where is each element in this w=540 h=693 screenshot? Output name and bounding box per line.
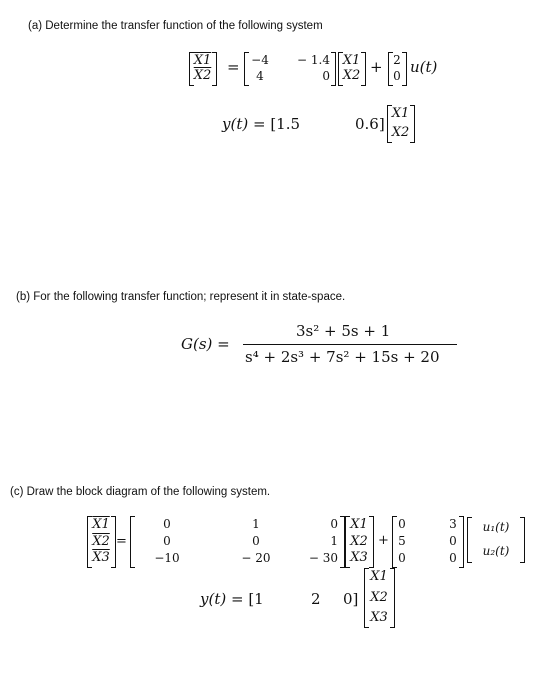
part-a-heading: (a) Determine the transfer function of the following system <box>28 20 323 32</box>
state-dot-x1: X1 <box>193 53 212 68</box>
output-equation-lhs-c <box>200 592 264 607</box>
output-equation-lhs: y(t) = [1.5 <box>222 115 301 133</box>
matrix-b: 2 0 <box>393 53 401 83</box>
state-derivative-vector-c: X1 X2 X3 <box>92 517 110 565</box>
transfer-function-lhs: G(s) = <box>181 335 230 353</box>
matrix-b-col1-c: 0 5 0 <box>398 517 406 565</box>
bracket-right <box>369 516 374 568</box>
output-eq-rest: = [1 <box>226 590 264 608</box>
equals-sign: = <box>227 58 240 76</box>
matrix-c-end: 0.6] <box>355 115 385 133</box>
bracket-right <box>402 52 407 86</box>
fraction-bar <box>243 344 457 345</box>
matrix-c-mid: 2 <box>311 590 321 608</box>
matrix-b-col2-c: 3 0 0 <box>449 517 457 565</box>
part-c-heading: (c) Draw the block diagram of the following system. <box>10 486 271 498</box>
transfer-function-denominator: s⁴ + 2s³ + 7s² + 15s + 20 <box>245 348 440 366</box>
bracket-right <box>410 105 415 143</box>
state-dot-x2: X2 <box>193 68 212 83</box>
state-vector-c: X1 X2 X3 <box>350 517 368 565</box>
state-derivative-vector <box>193 53 212 83</box>
output-y-c: y(t) <box>200 590 227 608</box>
transfer-function-numerator: 3s² + 5s + 1 <box>296 322 391 340</box>
matrix-a-col1: −4 4 <box>251 53 269 83</box>
bracket-right <box>520 517 525 563</box>
output-state-vector: X1 X2 <box>391 106 410 140</box>
bracket-right <box>331 52 336 86</box>
plus-sign: + <box>370 58 383 76</box>
input-u: u(t) <box>410 58 438 76</box>
state-vector: X1 X2 <box>342 53 361 83</box>
part-b-heading: (b) For the following transfer function; represent it in state-space. <box>16 291 346 303</box>
bracket-right <box>390 568 395 628</box>
input-vector: u₁(t) u₂(t) <box>482 520 510 558</box>
bracket-left <box>130 516 135 568</box>
bracket-left <box>244 52 249 86</box>
bracket-right <box>459 516 464 568</box>
matrix-a-col3-c: 0 1 − 30 <box>308 517 338 565</box>
equals-sign: = <box>116 534 127 549</box>
matrix-a-col1-c: 0 0 −10 <box>154 517 180 565</box>
matrix-a-col2-c: 1 0 − 20 <box>241 517 271 565</box>
matrix-a-col2: − 1.4 0 <box>297 53 330 83</box>
output-state-vector-c: X1 X2 X3 <box>370 569 388 625</box>
bracket-left <box>467 517 472 563</box>
bracket-right <box>361 52 366 86</box>
plus-sign: + <box>378 533 389 548</box>
bracket-right <box>212 52 217 86</box>
matrix-c-end-c: 0] <box>343 590 359 608</box>
